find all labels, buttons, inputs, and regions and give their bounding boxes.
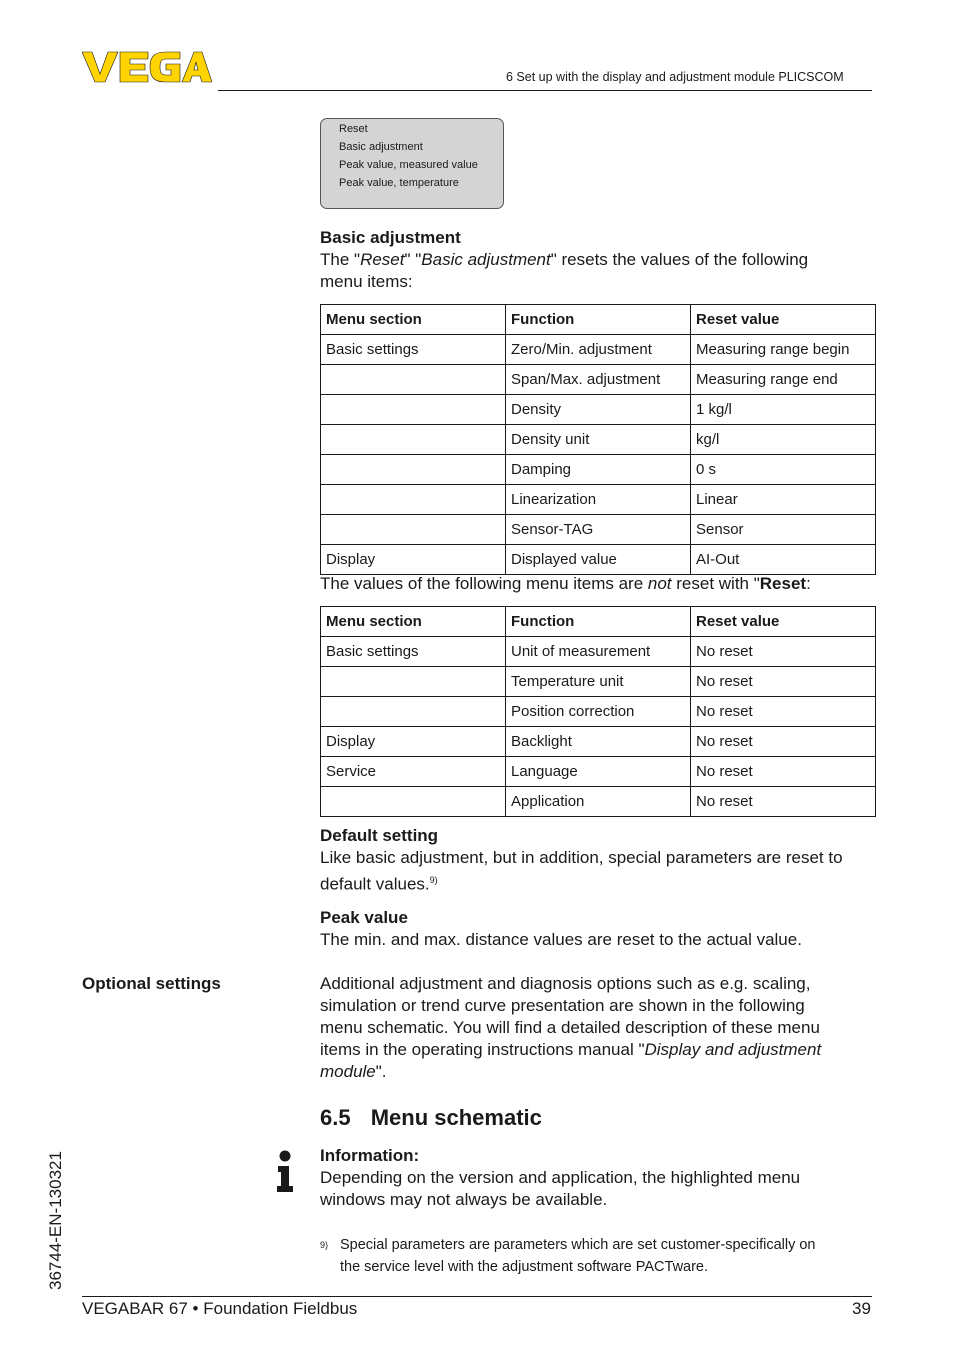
header-rule: [218, 90, 872, 91]
table-cell: AI-Out: [691, 545, 876, 575]
table-row: [321, 515, 876, 545]
display-menu-item: Basic adjustment: [339, 141, 423, 153]
table-cell: 1 kg/l: [691, 395, 876, 425]
footnote-ref: 9): [429, 875, 438, 885]
table-cell: Basic settings: [321, 335, 506, 365]
table-row: [321, 455, 876, 485]
basic-adjustment-heading: Basic adjustment: [320, 228, 461, 247]
footer-rule: [82, 1296, 872, 1297]
column-header: Function: [506, 607, 691, 637]
table-cell: Damping: [506, 455, 691, 485]
table-cell: Language: [506, 757, 691, 787]
table-cell: Unit of measurement: [506, 637, 691, 667]
table-cell: Density unit: [506, 425, 691, 455]
table-row: [321, 727, 876, 757]
table-cell: [321, 365, 506, 395]
optional-settings-text: Additional adjustment and diagnosis options such as e.g. scaling, simulation or trend curve presentation are shown in the following menu schematic. You will find a detailed description of these menu items in the operating instructions manual "Display and adjustment module".: [320, 974, 822, 1081]
column-header: Menu section: [321, 607, 506, 637]
table-cell: Service: [321, 757, 506, 787]
table-row: [321, 365, 876, 395]
table-cell: Density: [506, 395, 691, 425]
display-menu-box: [320, 118, 504, 209]
footer-title: VEGABAR 67 • Foundation Fieldbus: [82, 1299, 358, 1318]
table-row: [321, 757, 876, 787]
table-cell: Measuring range end: [691, 365, 876, 395]
peak-value-heading: Peak value: [320, 908, 408, 927]
not-reset-line: The values of the following menu items are not reset with "Reset:: [320, 574, 811, 593]
section-heading: Menu schematic: [370, 1105, 542, 1130]
table-cell: No reset: [691, 637, 876, 667]
table-cell: Linear: [691, 485, 876, 515]
default-setting-heading: Default setting: [320, 826, 439, 845]
display-menu-item: Peak value, measured value: [339, 159, 478, 171]
table-cell: No reset: [691, 757, 876, 787]
reset-table: [320, 304, 876, 575]
table-cell: 0 s: [691, 455, 876, 485]
table-cell: [321, 515, 506, 545]
table-cell: Display: [321, 545, 506, 575]
table-cell: [321, 395, 506, 425]
default-setting-text: Like basic adjustment, but in addition, special parameters are reset to default values.$^{9)}$: [320, 848, 843, 894]
table-cell: Backlight: [506, 727, 691, 757]
table-cell: Zero/Min. adjustment: [506, 335, 691, 365]
table-row: [321, 335, 876, 365]
table-cell: [321, 697, 506, 727]
table-row: [321, 667, 876, 697]
table-row: [321, 425, 876, 455]
column-header: Menu section: [321, 305, 506, 335]
information-text: Depending on the version and application, the highlighted menu windows may not always be available.: [320, 1168, 801, 1209]
basic-adjustment-intro: The "Reset" "Basic adjustment" resets the values of the following menu items:: [320, 250, 809, 291]
table-cell: [321, 787, 506, 817]
table-cell: No reset: [691, 787, 876, 817]
table-cell: [321, 425, 506, 455]
table-header-row: [321, 305, 876, 335]
table-cell: Basic settings: [321, 637, 506, 667]
footnote-text: Special parameters are parameters which are set customer-specifically on the service level with the adjustment software PACTware.: [340, 1237, 816, 1275]
footnote-mark: 9): [320, 1240, 329, 1250]
section-number: 6.5: [320, 1105, 351, 1130]
table-row: [321, 637, 876, 667]
peak-value-text: The min. and max. distance values are reset to the actual value.: [320, 930, 802, 949]
display-menu-item: Peak value, temperature: [339, 177, 459, 189]
info-icon: [275, 1150, 295, 1192]
column-header: Reset value: [691, 607, 876, 637]
table-cell: No reset: [691, 697, 876, 727]
table-cell: Display: [321, 727, 506, 757]
vega-logo: [82, 50, 212, 84]
table-row: [321, 395, 876, 425]
table-cell: Sensor: [691, 515, 876, 545]
no-reset-table: [320, 606, 876, 817]
table-row: [321, 485, 876, 515]
table-cell: Position correction: [506, 697, 691, 727]
column-header: Function: [506, 305, 691, 335]
table-cell: kg/l: [691, 425, 876, 455]
document-code: 36744-EN-130321: [46, 1151, 65, 1290]
table-row: [321, 787, 876, 817]
display-menu-item: Reset: [339, 123, 368, 135]
table-cell: No reset: [691, 727, 876, 757]
table-row: [321, 697, 876, 727]
table-cell: [321, 667, 506, 697]
page-number: 39: [852, 1299, 871, 1318]
optional-settings-label: Optional settings: [82, 974, 221, 993]
table-cell: Measuring range begin: [691, 335, 876, 365]
table-cell: Application: [506, 787, 691, 817]
information-heading: Information:: [320, 1146, 420, 1165]
column-header: Reset value: [691, 305, 876, 335]
section-title: [320, 1105, 542, 1131]
running-title: 6 Set up with the display and adjustment module PLICSCOM: [506, 70, 844, 84]
table-cell: Linearization: [506, 485, 691, 515]
table-cell: Displayed value: [506, 545, 691, 575]
table-row: [321, 545, 876, 575]
table-cell: Span/Max. adjustment: [506, 365, 691, 395]
table-cell: [321, 455, 506, 485]
table-header-row: [321, 607, 876, 637]
table-cell: [321, 485, 506, 515]
table-cell: No reset: [691, 667, 876, 697]
table-cell: Temperature unit: [506, 667, 691, 697]
table-cell: Sensor-TAG: [506, 515, 691, 545]
